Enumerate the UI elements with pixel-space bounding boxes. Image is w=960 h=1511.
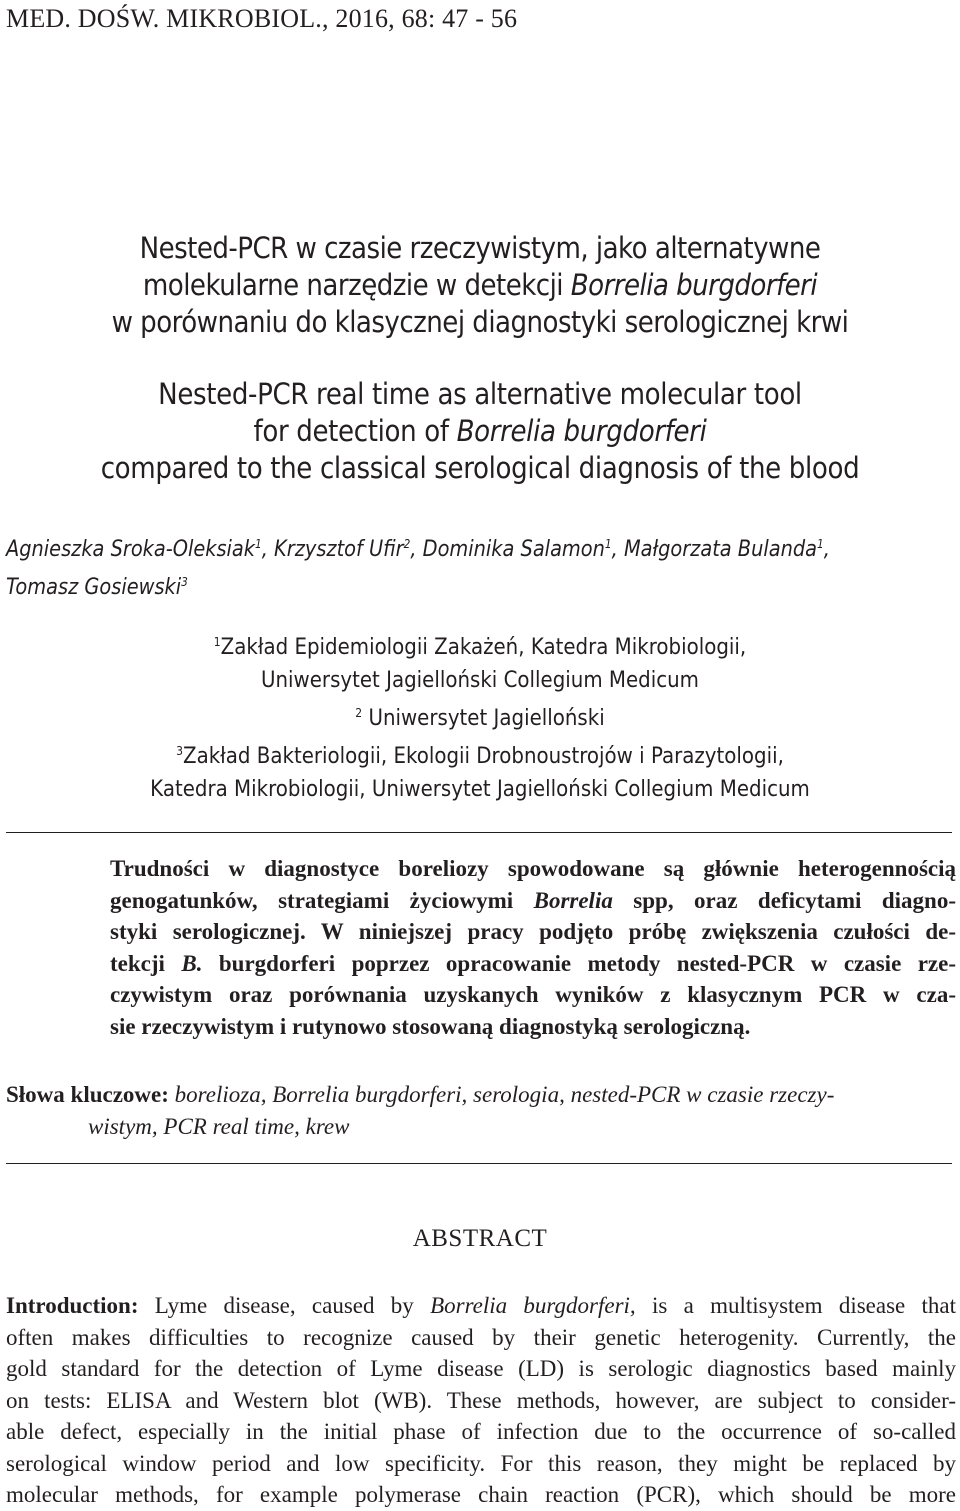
divider-bottom (6, 1163, 952, 1164)
journal-header: MED. DOŚW. MIKROBIOL., 2016, 68: 47 - 56 (6, 4, 518, 33)
keywords-text: borelioza, Borrelia burgdorferi, serologia, nested-PCR w czasie rzeczy- (168, 1082, 835, 1107)
introduction-label: Introduction: (6, 1293, 139, 1318)
divider-top (6, 832, 952, 833)
author-line-1 (6, 528, 842, 566)
keywords-label: Słowa kluczowe: (6, 1082, 169, 1107)
abstract-line: gold standard for the detection of Lyme disease (LD) is serologic diagnostics based mainly (6, 1356, 956, 1381)
author-name: Krzysztof Ufir (274, 537, 404, 562)
polish-summary (110, 853, 956, 1042)
affiliation-3-line-2: Katedra Mikrobiologii, Uniwersytet Jagielloński Collegium Medicum (150, 777, 810, 802)
abstract-line: molecular methods, for example polymerase chain reaction (PCR), which should be more (6, 1482, 956, 1507)
author-affil-sup: 3 (181, 575, 188, 589)
summary-line: styki serologicznej. W niniejszej pracy podjęto próbę zwiększenia czułości de- (110, 919, 956, 944)
abstract-line: on tests: ELISA and Western blot (WB). These methods, however, are subject to consider- (6, 1387, 956, 1413)
summary-line: czywistym oraz porównania uzyskanych wyników z klasycznym PCR w cza- (110, 982, 956, 1007)
abstract-line: able defect, especially in the initial phase of infection due to the occurrence of so-called (6, 1419, 956, 1444)
abstract-line: serological window period and low specificity. For this reason, they might be replaced by (6, 1450, 956, 1476)
title-polish (48, 230, 912, 341)
title-en-line-2 (48, 413, 912, 450)
author-name: Agnieszka Sroka-Oleksiak (6, 537, 256, 562)
title-en-line-3: compared to the classical serological diagnosis of the blood (100, 451, 860, 485)
summary-species: Borrelia (533, 887, 613, 913)
author-affil-sup: 1 (255, 537, 262, 551)
summary-line (110, 885, 956, 917)
abstract-line (6, 1290, 956, 1322)
author-affil-sup: 2 (403, 537, 411, 551)
affiliation-text: Uniwersytet Jagielloński (362, 706, 605, 731)
title-english (48, 376, 912, 487)
author-affil-sup: 1 (817, 537, 824, 551)
abstract-line: often makes difficulties to recognize caused by their genetic heterogenity. Currently, the (6, 1324, 956, 1350)
affiliation-sup: 3 (176, 744, 183, 758)
summary-species: B. (181, 950, 203, 976)
abstract-species: Borrelia burgdorferi, (430, 1293, 636, 1318)
author-separator: , (823, 537, 830, 562)
summary-line: sie rzeczywistym i rutynowo stosowaną diagnostyką serologiczną. (110, 1013, 751, 1039)
title-pl-line-1: Nested-PCR w czasie rzeczywistym, jako alternatywne (139, 231, 821, 265)
affiliation-3-line-1 (48, 735, 912, 773)
author-name: Małgorzata Bulanda (623, 537, 818, 562)
title-en-line-1: Nested-PCR real time as alternative molecular tool (158, 377, 802, 411)
abstract-text: is a multisystem disease that (635, 1293, 957, 1318)
author-affil-sup: 1 (604, 537, 612, 551)
author-separator: , (261, 537, 275, 562)
affiliation-text: Zakład Bakteriologii, Ekologii Drobnoustrojów i Parazytologii, (183, 744, 784, 769)
author-list (6, 528, 842, 604)
summary-text: spp, oraz deficytami diagno- (612, 887, 956, 913)
title-pl-line-3: w porównaniu do klasycznej diagnostyki serologicznej krwi (111, 305, 849, 339)
summary-text: tekcji (110, 950, 182, 976)
summary-text: genogatunków, strategiami życiowymi (110, 887, 534, 913)
abstract-body (6, 1290, 956, 1511)
affiliation-sup: 2 (355, 706, 363, 720)
title-en-line-2-text: for detection of (253, 414, 457, 448)
summary-line: Trudności w diagnostyce boreliozy spowodowane są głównie heterogennością (110, 856, 956, 881)
keywords (6, 1079, 956, 1143)
affiliations (48, 626, 912, 806)
summary-text: burgdorferi poprzez opracowanie metody nested-PCR w czasie rze- (202, 950, 956, 976)
affiliation-1-line-2: Uniwersytet Jagielloński Collegium Medicum (261, 668, 699, 693)
summary-line (110, 948, 956, 980)
abstract-heading: ABSTRACT (412, 1225, 548, 1252)
title-pl-line-2-text: molekularne narzędzie w detekcji (142, 268, 571, 302)
affiliation-sup: 1 (213, 635, 221, 649)
author-line-2 (6, 566, 842, 604)
keywords-line-1 (6, 1079, 956, 1111)
title-pl-line-2 (48, 267, 912, 304)
title-pl-species: Borrelia burgdorferi (570, 268, 818, 302)
abstract-text: Lyme disease, caused by (138, 1293, 431, 1318)
title-en-species: Borrelia burgdorferi (456, 414, 707, 448)
affiliation-2 (48, 697, 912, 735)
affiliation-1-line-1 (48, 626, 912, 664)
author-separator: , (611, 537, 624, 562)
author-name: Dominika Salamon (422, 537, 605, 562)
keywords-line-2: wistym, PCR real time, krew (88, 1114, 350, 1139)
affiliation-text: Zakład Epidemiologii Zakażeń, Katedra Mikrobiologii, (220, 635, 747, 660)
author-name: Tomasz Gosiewski (6, 575, 182, 600)
author-separator: , (410, 537, 423, 562)
